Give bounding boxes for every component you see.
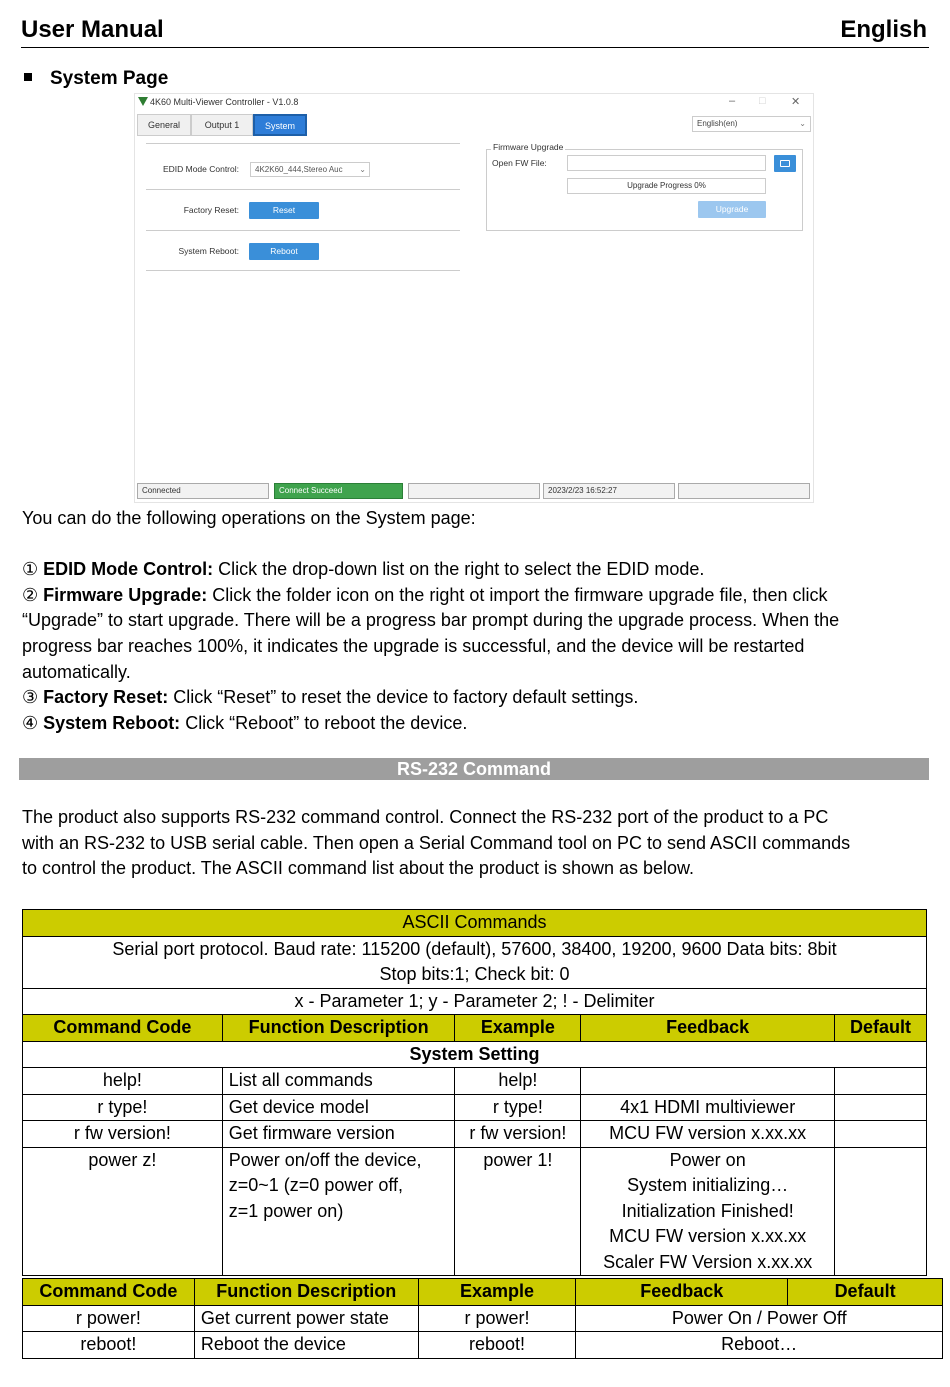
table-row: [23, 1332, 943, 1359]
params-cell: x - Parameter 1; y - Parameter 2; ! - Delimiter: [23, 988, 927, 1015]
description-line: Power on/off the device,: [228, 1149, 422, 1170]
feedback: 4x1 HDMI multiviewer: [581, 1094, 835, 1121]
protocol-cell: [23, 936, 927, 988]
status-empty: [408, 483, 540, 499]
group-heading: System Setting: [23, 1041, 927, 1068]
divider: [146, 189, 460, 190]
header-title: User Manual: [21, 16, 164, 43]
command-code: r fw version!: [23, 1121, 223, 1148]
feedback: Power On / Power Off: [576, 1305, 943, 1332]
column-header: Function Description: [222, 1015, 455, 1042]
section-title: [24, 68, 168, 90]
example: r power!: [418, 1305, 576, 1332]
table-header-row: [23, 1279, 943, 1306]
protocol-line: Stop bits:1; Check bit: 0: [379, 964, 570, 984]
firmware-upgrade-legend: Firmware Upgrade: [493, 142, 564, 152]
item-factory-reset: [22, 685, 638, 711]
window-title: 4K60 Multi-Viewer Controller - V1.0.8: [150, 97, 299, 107]
item-title: Firmware Upgrade:: [43, 585, 208, 605]
divider: [146, 270, 460, 271]
upgrade-button[interactable]: Upgrade: [698, 201, 766, 218]
function-description: Get firmware version: [222, 1121, 455, 1148]
feedback-line: Power on: [669, 1149, 746, 1170]
column-header: Default: [835, 1015, 927, 1042]
description-line: z=1 power on): [228, 1200, 344, 1221]
rs232-paragraph-line: The product also supports RS-232 command control. Connect the RS-232 port of the product to a PC: [22, 807, 829, 827]
status-empty: [678, 483, 810, 499]
default: [835, 1121, 927, 1148]
column-header: Function Description: [194, 1279, 418, 1306]
command-code: reboot!: [23, 1332, 195, 1359]
function-description: List all commands: [222, 1068, 455, 1095]
rs232-paragraph-line: to control the product. The ASCII command list about the product is shown as below.: [22, 858, 695, 878]
upgrade-progress: Upgrade Progress 0%: [567, 178, 766, 194]
column-header: Command Code: [23, 1015, 223, 1042]
ascii-command-table-continued: [22, 1278, 943, 1359]
column-header: Command Code: [23, 1279, 195, 1306]
feedback: Reboot…: [576, 1332, 943, 1359]
command-code: power z!: [23, 1147, 223, 1276]
command-code: help!: [23, 1068, 223, 1095]
intro-text: You can do the following operations on the System page:: [22, 508, 476, 528]
item-number: ③: [22, 687, 39, 707]
item-number: ④: [22, 713, 39, 733]
item-firmware-line: progress bar reaches 100%, it indicates the upgrade is successful, and the device will be restarted: [22, 636, 805, 656]
rs232-paragraph-line: with an RS-232 to USB serial cable. Then open a Serial Command tool on PC to send ASCII commands: [22, 833, 851, 853]
table-row: [23, 1121, 927, 1148]
column-header: Feedback: [576, 1279, 788, 1306]
page-header: [21, 16, 929, 48]
command-code: r type!: [23, 1094, 223, 1121]
function-description: Reboot the device: [194, 1332, 418, 1359]
feedback-line: MCU FW version x.xx.xx: [609, 1226, 807, 1246]
divider: [146, 143, 460, 144]
default: [835, 1068, 927, 1095]
feedback-line: Initialization Finished!: [621, 1200, 794, 1221]
reset-button[interactable]: Reset: [249, 202, 319, 219]
language-value: English(en): [697, 119, 738, 128]
column-header: Feedback: [581, 1015, 835, 1042]
function-description: Get current power state: [194, 1305, 418, 1332]
status-connect-result: Connect Succeed: [274, 483, 403, 499]
example: power 1!: [455, 1147, 581, 1276]
edid-mode-select[interactable]: [250, 162, 370, 177]
maximize-icon[interactable]: □: [759, 95, 766, 107]
chevron-down-icon: ⌄: [359, 165, 366, 174]
tab-general[interactable]: General: [137, 114, 191, 136]
item-text: Click “Reboot” to reboot the device.: [180, 713, 468, 733]
item-firmware-line: “Upgrade” to start upgrade. There will be a progress bar prompt during the upgrade process. When the: [22, 610, 840, 630]
column-header: Example: [455, 1015, 581, 1042]
command-code: r power!: [23, 1305, 195, 1332]
table-title: ASCII Commands: [23, 910, 927, 937]
table-row: [23, 1147, 927, 1276]
table-row: [23, 1094, 927, 1121]
column-header: Example: [418, 1279, 576, 1306]
item-edid: [22, 557, 704, 583]
description-line: z=0~1 (z=0 power off,: [228, 1175, 404, 1195]
rs232-section-bar: RS-232 Command: [19, 758, 929, 780]
feedback: MCU FW version x.xx.xx: [581, 1121, 835, 1148]
item-text: Click the folder icon on the right ot import the firmware upgrade file, then click: [207, 585, 828, 605]
status-connection: Connected: [137, 483, 269, 499]
item-number: ②: [22, 585, 39, 605]
table-row: [23, 1068, 927, 1095]
fw-file-input[interactable]: [567, 155, 766, 171]
feedback: [581, 1068, 835, 1095]
example: r fw version!: [455, 1121, 581, 1148]
item-number: ①: [22, 559, 39, 579]
folder-open-button[interactable]: [774, 155, 796, 172]
close-icon[interactable]: ✕: [791, 96, 801, 108]
language-select[interactable]: [692, 116, 811, 132]
tab-output-1[interactable]: Output 1: [191, 114, 253, 136]
item-text: Click “Reset” to reset the device to factory default settings.: [168, 687, 639, 707]
edid-mode-value: 4K2K60_444,Stereo Auc: [255, 165, 343, 174]
feedback-line: Scaler FW Version x.xx.xx: [603, 1251, 813, 1272]
header-language: English: [840, 16, 927, 43]
protocol-line: Serial port protocol. Baud rate: 115200 (default), 57600, 38400, 19200, 9600 Data bits: 8bit: [112, 938, 837, 959]
fw-file-label: Open FW File:: [492, 158, 547, 168]
status-datetime: 2023/2/23 16:52:27: [543, 483, 675, 499]
item-system-reboot: [22, 711, 467, 737]
minimize-icon[interactable]: –: [729, 95, 736, 107]
feedback-line: System initializing…: [627, 1175, 789, 1195]
function-description: Get device model: [222, 1094, 455, 1121]
square-bullet-icon: [24, 73, 32, 81]
reboot-button[interactable]: Reboot: [249, 243, 319, 260]
item-title: EDID Mode Control:: [43, 559, 214, 579]
item-title: System Reboot:: [43, 713, 181, 733]
system-reboot-label: System Reboot:: [178, 246, 239, 256]
tab-system[interactable]: System: [253, 114, 307, 136]
app-logo-icon: [138, 97, 148, 106]
table-row: [23, 1305, 943, 1332]
table-header-row: [23, 1015, 927, 1042]
function-description: [222, 1147, 455, 1276]
example: help!: [455, 1068, 581, 1095]
item-text: Click the drop-down list on the right to select the EDID mode.: [213, 559, 705, 579]
app-screenshot: [134, 93, 814, 503]
edid-label: EDID Mode Control:: [162, 164, 239, 174]
feedback: [581, 1147, 835, 1276]
default: [835, 1147, 927, 1276]
factory-reset-label: Factory Reset:: [183, 205, 239, 215]
window-titlebar: [135, 94, 813, 112]
example: r type!: [455, 1094, 581, 1121]
section-title-text: System Page: [50, 68, 169, 89]
item-firmware: [22, 583, 828, 609]
example: reboot!: [418, 1332, 576, 1359]
chevron-down-icon: ⌄: [799, 119, 806, 128]
column-header: Default: [788, 1279, 943, 1306]
ascii-command-table: [22, 909, 927, 1276]
folder-icon: [780, 160, 790, 167]
item-firmware-line: automatically.: [22, 662, 131, 682]
divider: [146, 230, 460, 231]
item-title: Factory Reset:: [43, 687, 169, 707]
default: [835, 1094, 927, 1121]
